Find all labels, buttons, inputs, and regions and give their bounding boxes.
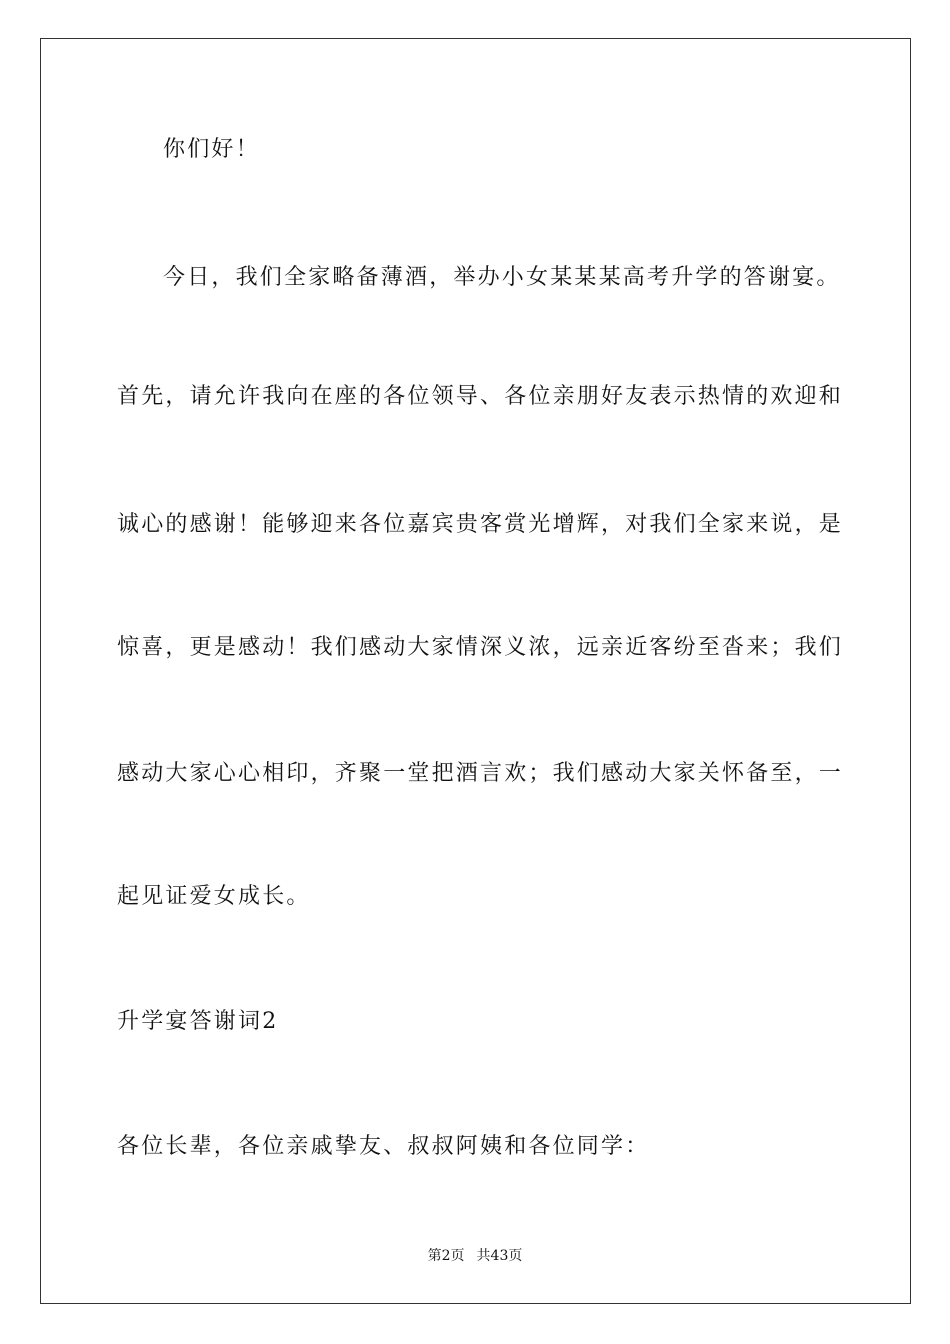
paragraph-line-2: 首先，请允许我向在座的各位领导、各位亲朋好友表示热情的欢迎和 bbox=[117, 384, 844, 409]
page-border bbox=[40, 38, 911, 1304]
paragraph-line-4: 惊喜，更是感动！我们感动大家情深义浓，远亲近客纷至沓来；我们 bbox=[117, 635, 844, 660]
paragraph-line-1: 今日，我们全家略备薄酒，举办小女某某某高考升学的答谢宴。 bbox=[163, 265, 841, 290]
paragraph-line-5: 感动大家心心相印，齐聚一堂把酒言欢；我们感动大家关怀备至，一 bbox=[117, 761, 844, 786]
current-page-label: 第2页 bbox=[427, 1248, 465, 1264]
total-pages-label: 共43页 bbox=[476, 1248, 523, 1264]
greeting-line: 你们好！ bbox=[163, 137, 260, 162]
salutation-line: 各位长辈，各位亲戚挚友、叔叔阿姨和各位同学： bbox=[117, 1134, 650, 1159]
page-footer bbox=[0, 1246, 950, 1266]
section-heading: 升学宴答谢词2 bbox=[117, 1009, 279, 1034]
paragraph-line-6: 起见证爱女成长。 bbox=[117, 884, 311, 909]
paragraph-line-3: 诚心的感谢！能够迎来各位嘉宾贵客赏光增辉，对我们全家来说，是 bbox=[117, 512, 844, 537]
